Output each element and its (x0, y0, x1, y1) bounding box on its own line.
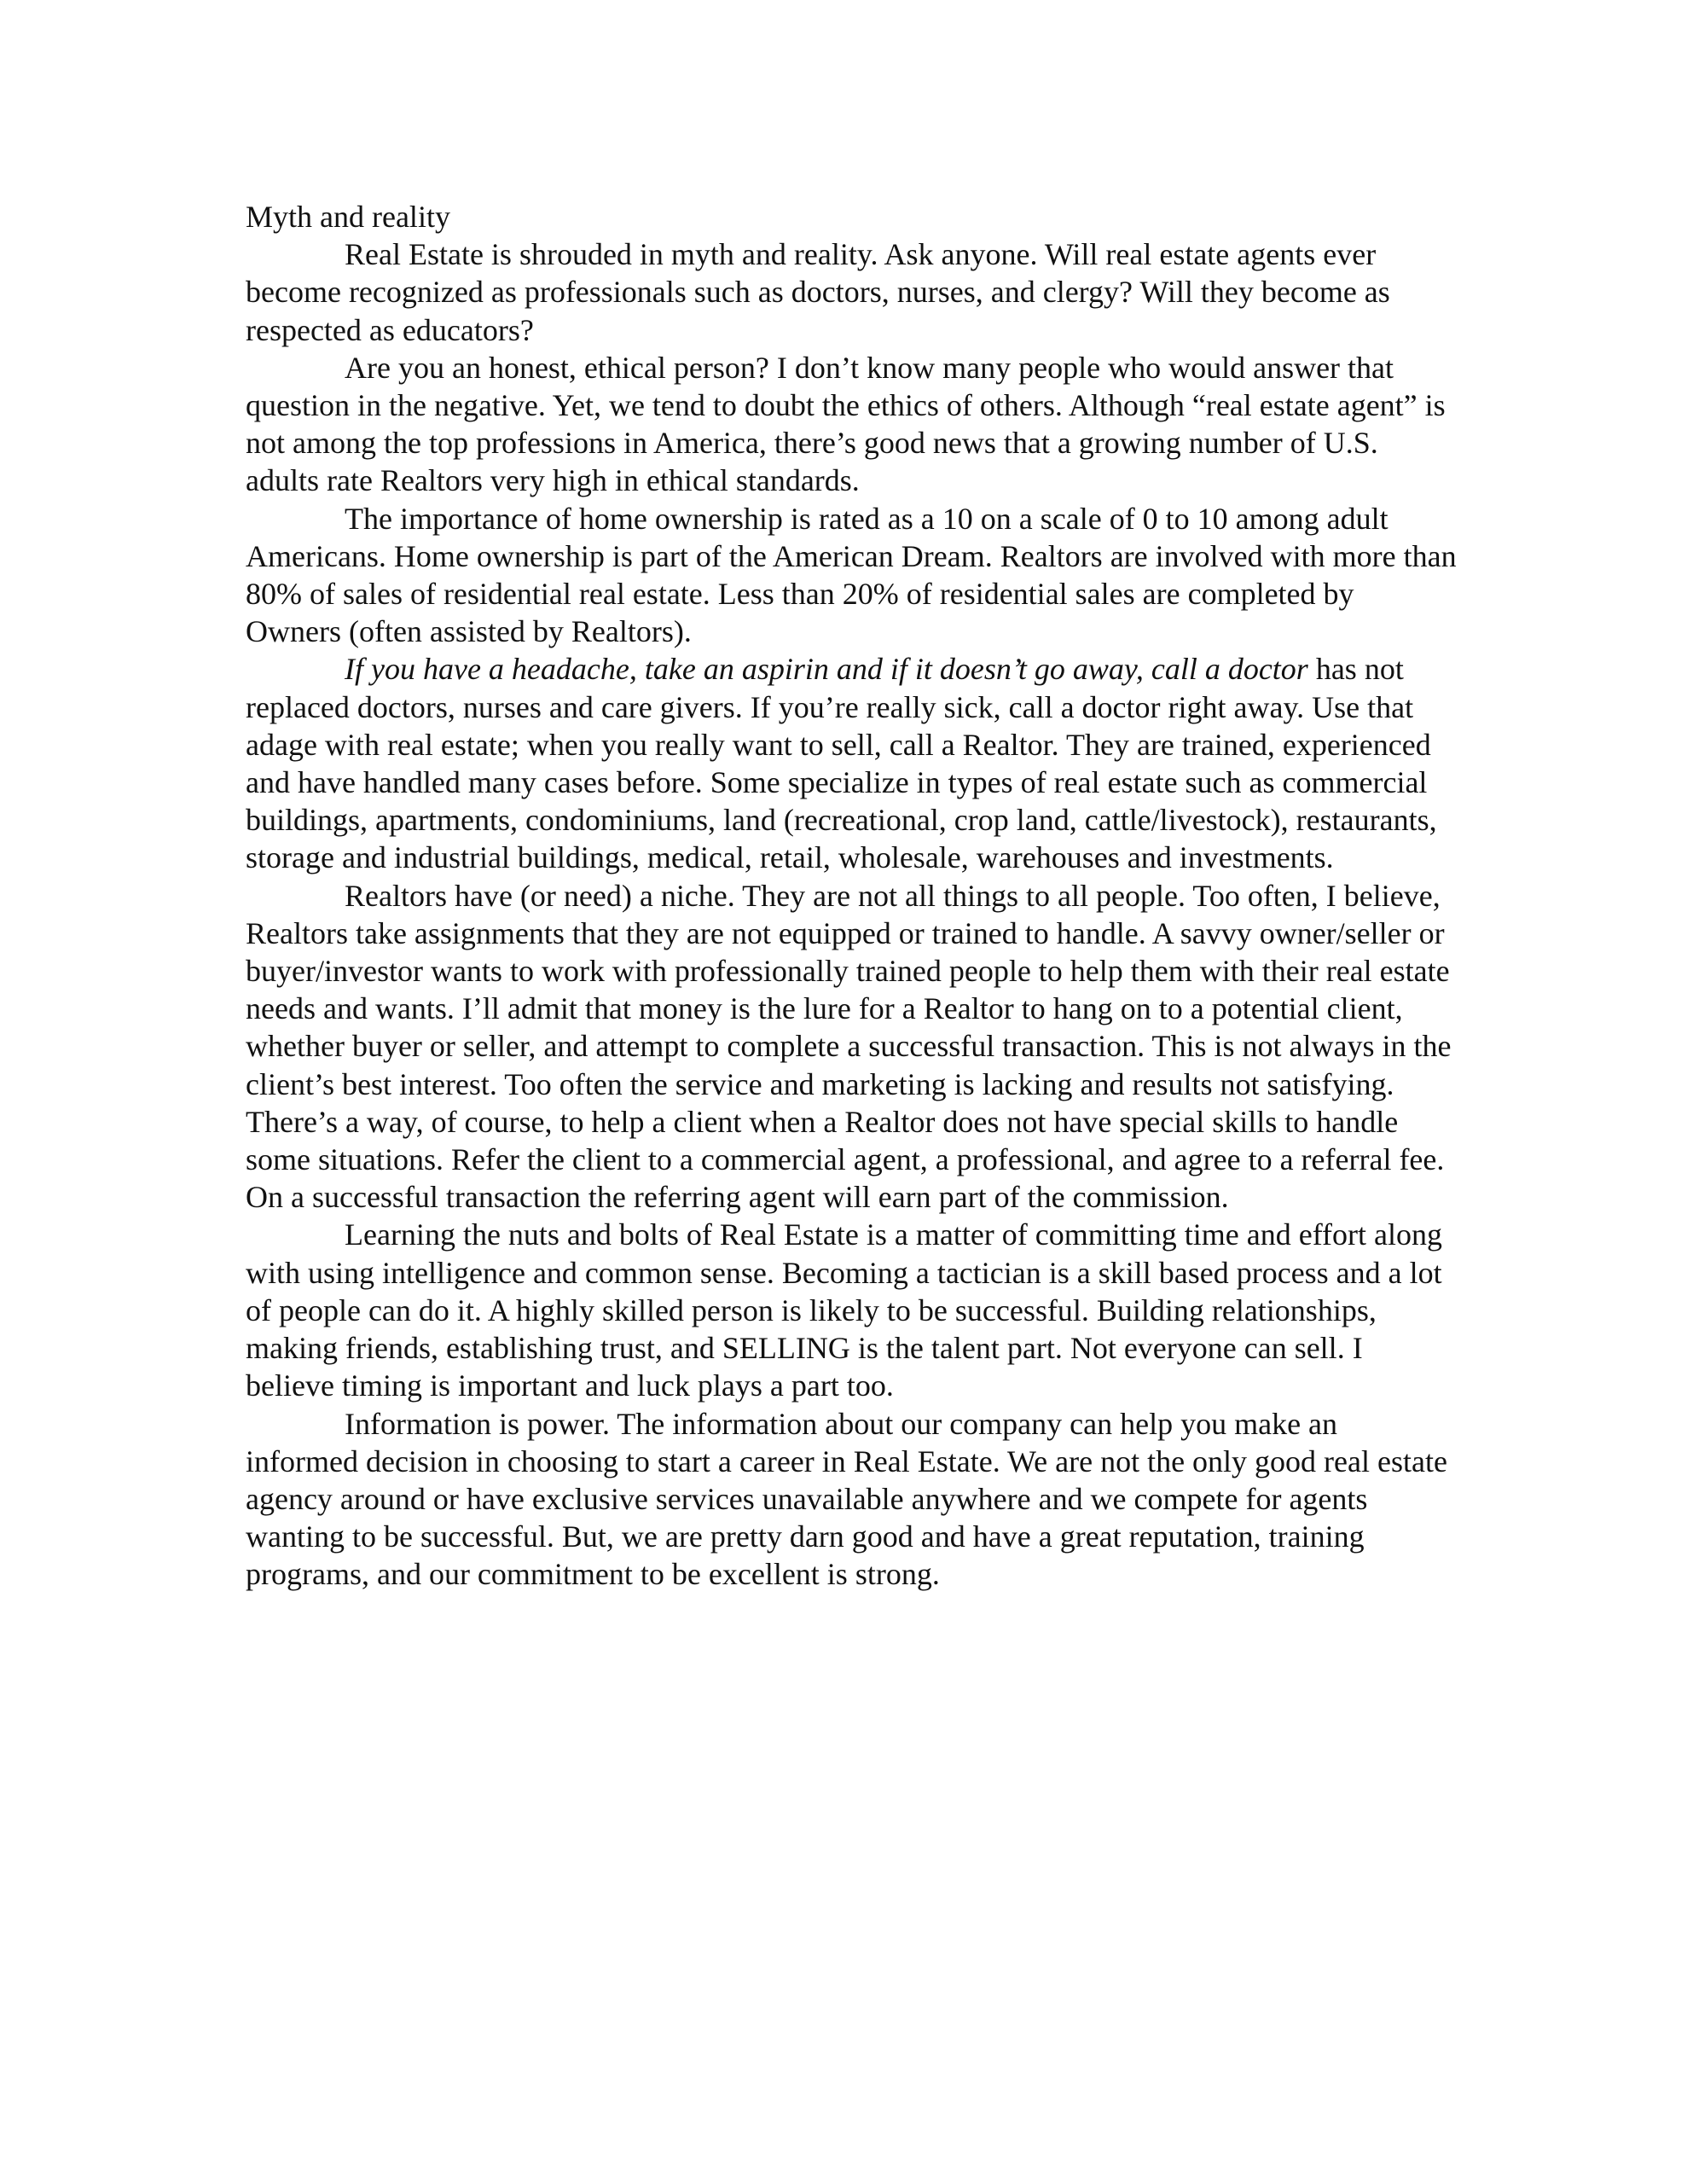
paragraph-home-ownership: The importance of home ownership is rated as a 10 on a scale of 0 to 10 among adult Americans. Home ownership is part of the American Dream. Realtors are involved with more than 80% of sales of residential real estate. Less than 20% of residential sales are completed by Owners (often assisted by Realtors). (246, 501, 1457, 649)
italic-adage: If you have a headache, take an aspirin and if it doesn’t go away, call a doctor (345, 652, 1308, 687)
paragraph-myth-and-reality: Real Estate is shrouded in myth and reality. Ask anyone. Will real estate agents ever become recognized as professionals such as doctors, nurses, and clergy? Will they become as respected as educators? (246, 237, 1390, 347)
paragraph-information-is-power: Information is power. The information about our company can help you make an informed decision in choosing to start a career in Real Estate. We are not the only good real estate agency around or have exclusive services unavailable anywhere and we compete for agents wanting to be successful. But, we are pretty darn good and have a great reputation, training programs, and our commitment to be excellent is strong. (246, 1406, 1447, 1592)
paragraph-ethics: Are you an honest, ethical person? I don’t know many people who would answer that question in the negative. Yet, we tend to doubt the ethics of others. Although “real estate agent” is not among the top professions in America, there’s good news that a growing number of U.S. adults rate Realtors very high in ethical standards. (246, 350, 1446, 498)
paragraph-nuts-and-bolts: Learning the nuts and bolts of Real Estate is a matter of committing time and effort along with using intelligence and common sense. Becoming a tactician is a skill based process and a lot of people can do it. A highly skilled person is likely to be successful. Building relationships, making friends, establishing trust, and SELLING is the talent part. Not everyone can sell. I believe timing is important and luck plays a part too. (246, 1217, 1442, 1403)
document-body (246, 198, 1457, 1594)
document-title: Myth and reality (246, 200, 450, 234)
paragraph-call-a-realtor (246, 650, 1457, 876)
paragraph-call-a-realtor-rest: has not replaced doctors, nurses and care givers. If you’re really sick, call a doctor right away. Use that adage with real estate; when you really want to sell, call a Realtor. They are trained, experienced and have handled many cases before. Some specialize in types of real estate such as commercial buildings, apartments, condominiums, land (recreational, crop land, cattle/livestock), restaurants, storage and industrial buildings, medical, retail, wholesale, warehouses and investments. (246, 652, 1437, 875)
paragraph-realtor-niche: Realtors have (or need) a niche. They are not all things to all people. Too often, I believe, Realtors take assignments that they are not equipped or trained to handle. A savvy owner/seller or buyer/investor wants to work with professionally trained people to help them with their real estate needs and wants. I’ll admit that money is the lure for a Realtor to hang on to a potential client, whether buyer or seller, and attempt to complete a successful transaction. This is not always in the client’s best interest. Too often the service and marketing is lacking and results not satisfying. There’s a way, of course, to help a client when a Realtor does not have special skills to handle some situations. Refer the client to a commercial agent, a professional, and agree to a referral fee. On a successful transaction the referring agent will earn part of the commission. (246, 878, 1452, 1215)
